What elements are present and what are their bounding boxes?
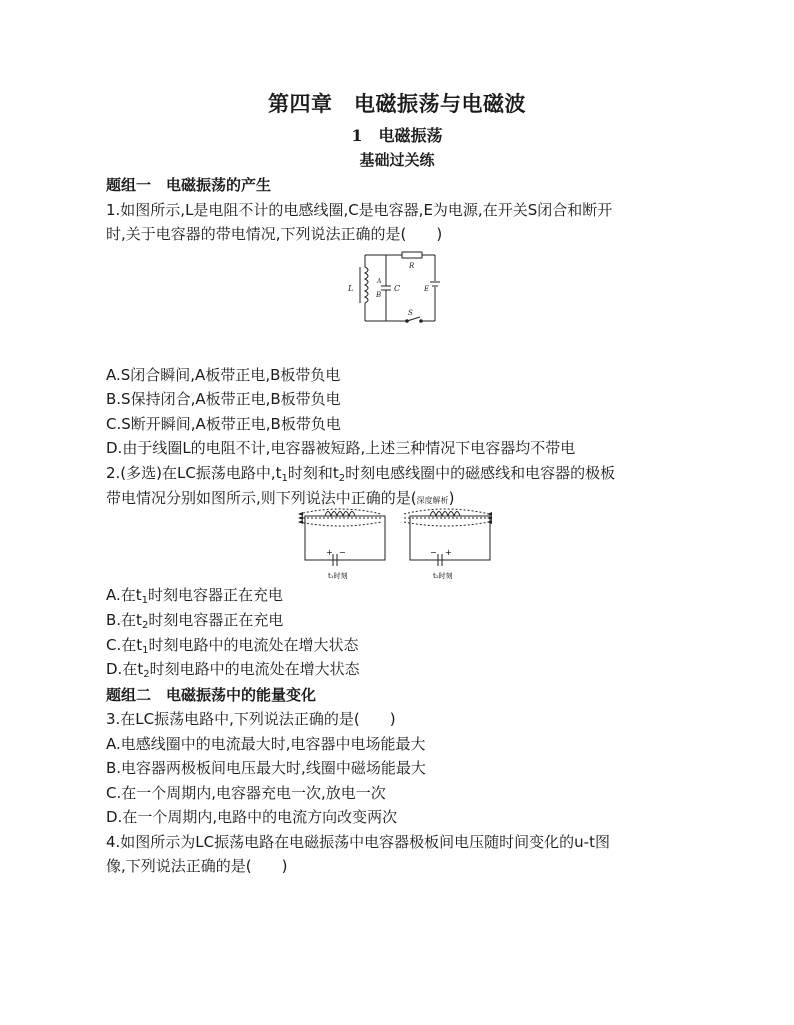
q2-stem-line1 (106, 462, 615, 483)
q2-figure (295, 508, 495, 584)
t1-plus: + (326, 548, 333, 557)
q2-option-d-sub: 2 (143, 669, 150, 680)
label-s: S (408, 309, 413, 317)
q1-option-b: B.S保持闭合,A板带正电,B板带负电 (106, 390, 341, 408)
q3-stem: 3.在LC振荡电路中,下列说法正确的是( ) (106, 710, 396, 728)
q2-option-c-text: 时刻电路中的电流处在增大状态 (148, 636, 359, 654)
t1-coil (325, 512, 355, 517)
label-c: C (394, 284, 401, 293)
q2-option-b (106, 609, 283, 630)
q3-option-a: A.电感线圈中的电流最大时,电容器中电场能最大 (106, 735, 426, 753)
q2-stem-line2 (106, 487, 454, 508)
q2-option-c-prefix: C.在t (106, 636, 143, 654)
q2-option-d (106, 658, 360, 679)
group-title-1: 题组一 电磁振荡的产生 (106, 176, 272, 194)
t1-minus: − (339, 548, 346, 557)
deep-analysis-tag: 深度解析 (416, 496, 449, 505)
t2-caption: t₂时刻 (433, 572, 453, 580)
label-b: B (376, 291, 382, 299)
label-l: L (348, 284, 354, 293)
q3-option-b: B.电容器两极板间电压最大时,线圈中磁场能最大 (106, 759, 426, 777)
q2-option-d-text: 时刻电路中的电流处在增大状态 (149, 660, 360, 678)
q4-stem-line1: 4.如图所示为LC振荡电路在电磁振荡中电容器极板间电压随时间变化的u-t图 (106, 833, 610, 851)
switch-s (407, 317, 420, 321)
q1-circuit-figure (340, 247, 450, 327)
q2-option-a-prefix: A.在t (106, 586, 142, 604)
q1-stem-line2: 时,关于电容器的带电情况,下列说法正确的是( ) (106, 225, 443, 243)
group-title-2: 题组二 电磁振荡中的能量变化 (106, 686, 317, 704)
chapter-title: 第四章 电磁振荡与电磁波 (268, 91, 526, 116)
q4-stem-line2: 像,下列说法正确的是( ) (106, 857, 288, 875)
label-a: A (377, 278, 382, 285)
q2-option-d-prefix: D.在t (106, 660, 144, 678)
q2-stem-line2-end: ) (448, 489, 455, 507)
q2-option-b-sub: 2 (141, 620, 149, 631)
q2-option-a-text: 时刻电容器正在充电 (148, 586, 284, 604)
q1-option-c: C.S断开瞬间,A板带正电,B板带负电 (106, 415, 341, 433)
resistor-r (402, 252, 422, 258)
q2-option-a-sub: 1 (141, 595, 149, 606)
q2-option-b-prefix: B.在t (106, 611, 142, 629)
q2-option-b-text: 时刻电容器正在充电 (148, 611, 284, 629)
q2-stem-line2-text: 带电情况分别如图所示,则下列说法中正确的是( (106, 489, 417, 507)
q2-stem-part-b: 时刻和t (287, 464, 339, 482)
q1-option-a: A.S闭合瞬间,A板带正电,B板带负电 (106, 366, 341, 384)
label-r: R (409, 262, 415, 270)
subtitle: 基础过关练 (359, 151, 435, 169)
t2-coil (430, 512, 460, 517)
q1-stem-line1: 1.如图所示,L是电阻不计的电感线圈,C是电容器,E为电源,在开关S闭合和断开 (106, 201, 613, 219)
section-title: 1 电磁振荡 (351, 126, 443, 145)
q2-stem-part-a: 2.(多选)在LC振荡电路中,t (106, 464, 282, 482)
t2-minus: − (430, 548, 437, 557)
q1-option-d: D.由于线圈L的电阻不计,电容器被短路,上述三种情况下电容器均不带电 (106, 439, 576, 457)
q3-option-d: D.在一个周期内,电路中的电流方向改变两次 (106, 808, 398, 826)
q2-option-c-sub: 1 (142, 645, 149, 656)
q3-option-c: C.在一个周期内,电容器充电一次,放电一次 (106, 784, 386, 802)
t1-caption: t₁时刻 (328, 572, 348, 580)
label-e: E (424, 285, 430, 293)
q2-stem-part-c: 时刻电感线圈中的磁感线和电容器的极板 (345, 464, 616, 482)
q2-sub-1: 1 (281, 473, 288, 484)
inductor-coil (365, 267, 368, 303)
t2-plus: + (445, 548, 452, 557)
q2-option-a (106, 584, 283, 605)
q2-sub-2: 2 (338, 473, 346, 484)
q2-option-c (106, 634, 359, 655)
